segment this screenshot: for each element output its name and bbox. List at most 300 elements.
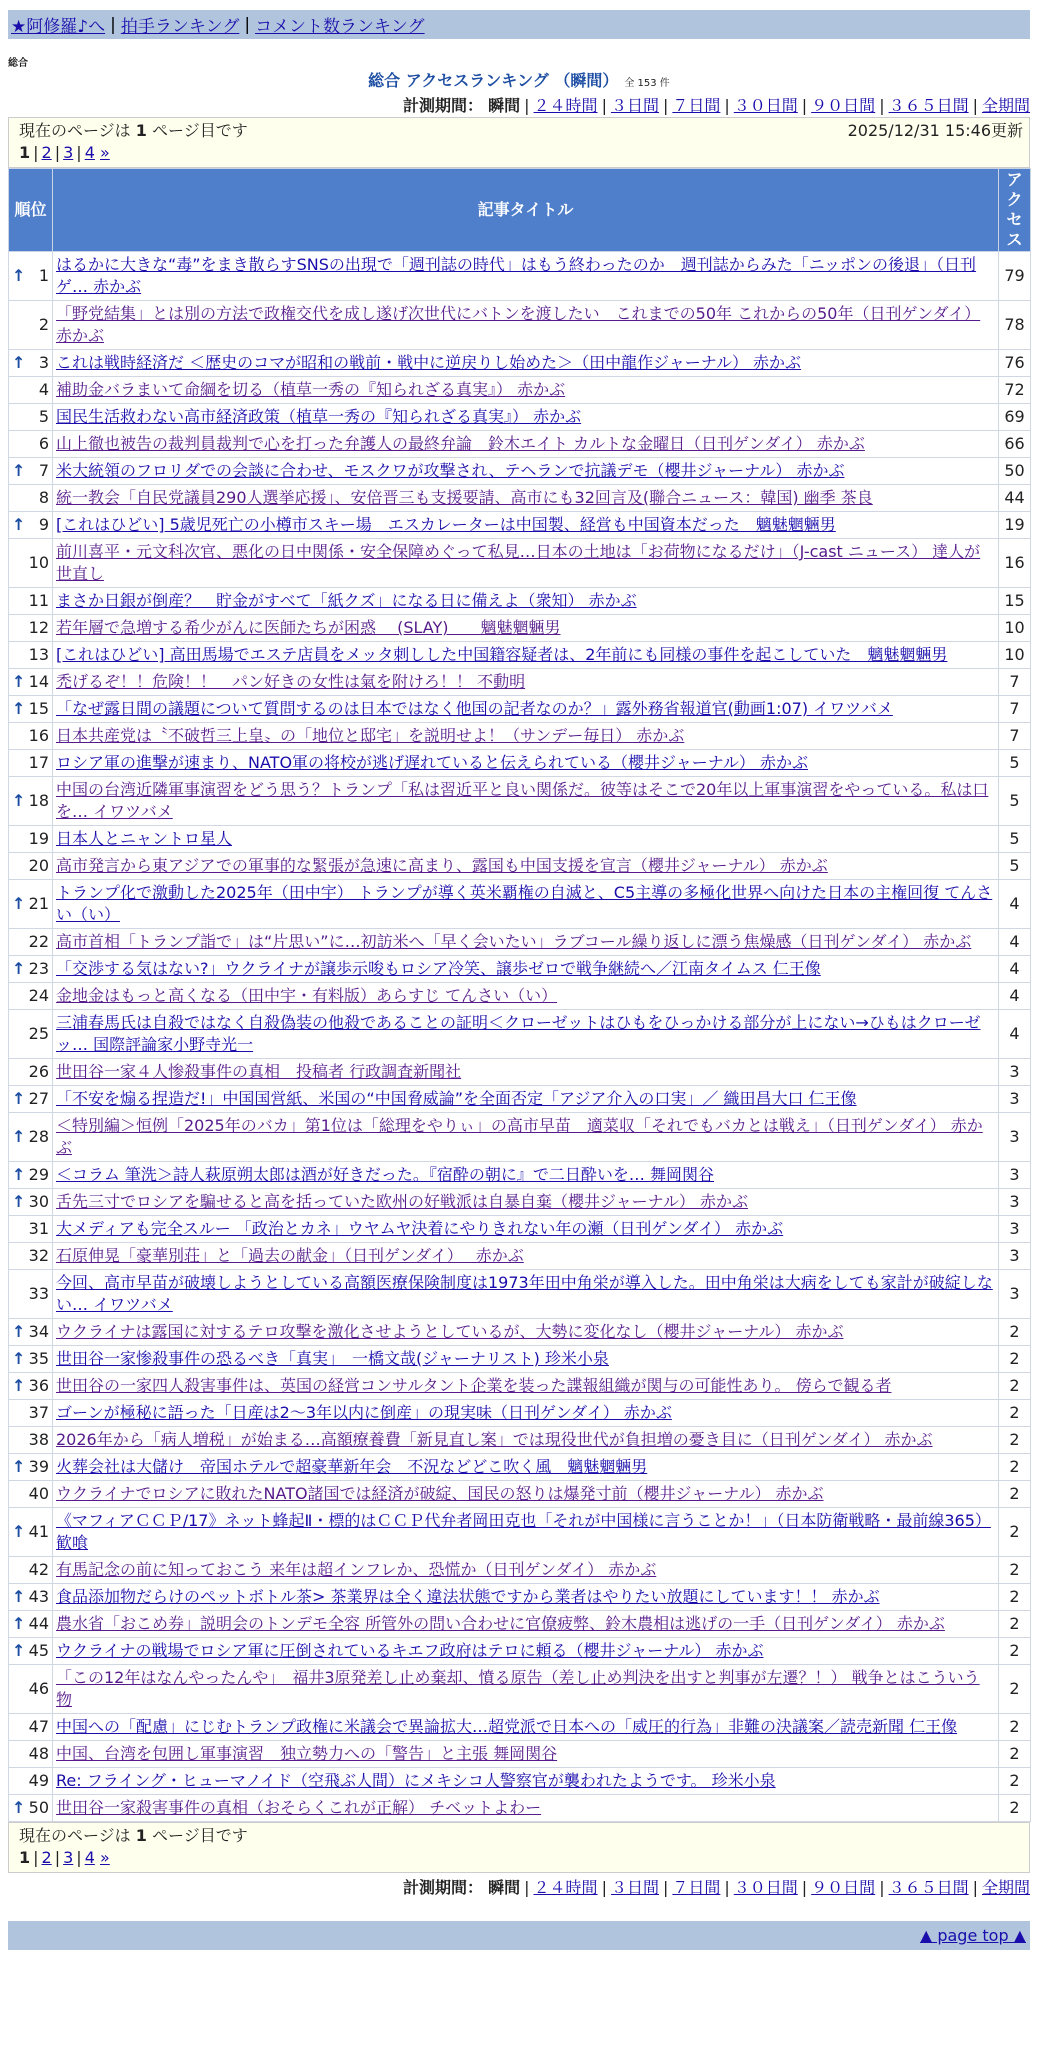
page-current: 1 — [19, 143, 31, 162]
rank-cell — [9, 350, 53, 377]
title-cell — [53, 1714, 999, 1741]
title-cell — [53, 1373, 999, 1400]
rank-up-arrow-icon: ↑ — [12, 1522, 26, 1541]
access-count: 5 — [999, 750, 1031, 777]
title-cell — [53, 1427, 999, 1454]
table-row — [9, 1319, 1031, 1346]
rank-cell — [9, 404, 53, 431]
rank-number: 1 — [38, 266, 49, 285]
access-count: 66 — [999, 431, 1031, 458]
article-title-link[interactable]: 《マフィアＣＣＰ/17》ネット蜂起Ⅱ・標的はＣＣＰ代弁者岡田克也「それが中国様に言うことか！」（日本防衛戦略・最前線365） 歓喰 — [56, 1511, 991, 1552]
page-separator: | — [54, 1848, 61, 1867]
article-title-link[interactable]: これは戦時経済だ ＜歴史のコマが昭和の戦前・戦中に逆戻りし始めた＞（田中龍作ジャーナル） 赤かぶ — [56, 353, 802, 372]
title-cell — [53, 431, 999, 458]
title-cell — [53, 1557, 999, 1584]
article-title-link[interactable]: まさか日銀が倒産？ 貯金がすべて「紙クズ」になる日に備えよ（衆知） 赤かぶ — [56, 591, 637, 610]
title-cell — [53, 956, 999, 983]
access-count: 2 — [999, 1714, 1031, 1741]
title-cell — [53, 512, 999, 539]
nav-link-clap-ranking[interactable]: 拍手ランキング — [120, 17, 240, 37]
page-link[interactable]: 4 — [84, 1848, 95, 1867]
period-separator: | — [524, 96, 530, 115]
rank-cell — [9, 1113, 53, 1162]
page-link[interactable]: 4 — [84, 143, 95, 162]
article-title-link[interactable]: 高市発言から東アジアでの軍事的な緊張が急速に高まり、露国も中国支援を宣言（櫻井ジャーナル） 赤かぶ — [56, 856, 828, 875]
article-title-link[interactable]: ウクライナは露国に対するテロ攻撃を激化させようとしているが、大勢に変化なし（櫻井ジャーナル） 赤かぶ — [56, 1322, 844, 1341]
article-title-link[interactable]: ロシア軍の進撃が速まり、NATO軍の将校が逃げ遅れていると伝えられている（櫻井ジャーナル） 赤かぶ — [56, 753, 809, 772]
title-cell — [53, 826, 999, 853]
table-row — [9, 1113, 1031, 1162]
rank-number: 14 — [28, 672, 49, 691]
total-count: 全 153 件 — [624, 78, 670, 89]
title-cell — [53, 1508, 999, 1557]
article-title-link[interactable]: 三浦春馬氏は自殺ではなく自殺偽装の他殺であることの証明＜クローゼットはひもをひっかける部分が上にない→ひもはクローゼッ… 国際評論家小野寺光一 — [56, 1013, 981, 1054]
article-title-link[interactable]: 「野党結集」とは別の方法で政権交代を成し遂げ次世代にバトンを渡したい これまでの50年 これからの50年（日刊ゲンダイ） 赤かぶ — [56, 304, 981, 345]
title-cell — [53, 1611, 999, 1638]
rank-number: 9 — [38, 515, 49, 534]
rank-number: 42 — [28, 1560, 49, 1579]
title-cell — [53, 1665, 999, 1714]
period-label: 計測期間： — [403, 96, 484, 115]
title-cell — [53, 252, 999, 301]
rank-cell — [9, 1346, 53, 1373]
rank-number: 31 — [28, 1219, 49, 1238]
rank-number: 40 — [28, 1484, 49, 1503]
table-row — [9, 350, 1031, 377]
period-option-link[interactable]: ２４時間 — [533, 1878, 598, 1897]
table-row — [9, 777, 1031, 826]
rank-number: 44 — [28, 1614, 49, 1633]
title-cell — [53, 1454, 999, 1481]
access-count: 69 — [999, 404, 1031, 431]
rank-cell — [9, 1216, 53, 1243]
table-row — [9, 431, 1031, 458]
article-title-link[interactable]: ゴーンが極秘に語った「日産は2～3年以内に倒産」の現実味（日刊ゲンダイ） 赤かぶ — [56, 1403, 672, 1422]
access-count: 3 — [999, 1059, 1031, 1086]
table-row — [9, 458, 1031, 485]
access-count: 7 — [999, 723, 1031, 750]
rank-number: 23 — [28, 959, 49, 978]
rank-up-arrow-icon: ↑ — [12, 959, 26, 978]
article-title-link[interactable]: Re: フライング・ヒューマノイド（空飛ぶ人間）にメキシコ人警察官が襲われたようです。 珍米小泉 — [56, 1771, 776, 1790]
table-row — [9, 1346, 1031, 1373]
table-row — [9, 1741, 1031, 1768]
access-count: 79 — [999, 252, 1031, 301]
article-title-link[interactable]: 「なぜ露日間の議題について質問するのは日本ではなく他国の記者なのか？」露外務省報道官(動画1:07) イワツバメ — [56, 699, 893, 718]
rank-number: 34 — [28, 1322, 49, 1341]
page-separator: | — [76, 1848, 82, 1867]
rank-up-arrow-icon: ↑ — [12, 1127, 26, 1146]
access-count: 10 — [999, 642, 1031, 669]
page — [8, 10, 1030, 1950]
access-count: 4 — [999, 983, 1031, 1010]
title-cell — [53, 1584, 999, 1611]
table-row — [9, 669, 1031, 696]
rank-number: 32 — [28, 1246, 49, 1265]
title-cell — [53, 669, 999, 696]
table-row — [9, 588, 1031, 615]
article-title-link[interactable]: ＜コラム 筆洗＞詩人萩原朔太郎は酒が好きだった。『宿酔の朝に』で二日酔いを… 舞岡関谷 — [56, 1165, 715, 1184]
period-selector — [8, 1877, 1030, 1899]
period-option-link[interactable]: ７日間 — [672, 1878, 721, 1897]
page-separator: | — [76, 143, 82, 162]
page-link[interactable]: 3 — [63, 1848, 74, 1867]
article-title-link[interactable]: 2026年から「病人増税」が始まる…高額療養費「新見直し案」では現役世代が負担増の憂き目に（日刊ゲンダイ） 赤かぶ — [56, 1430, 933, 1449]
period-option-link[interactable]: ３０日間 — [733, 96, 798, 115]
table-row — [9, 723, 1031, 750]
title-cell — [53, 588, 999, 615]
article-title-link[interactable]: 「交渉する気はない?」ウクライナが譲歩示唆もロシア冷笑、譲歩ゼロで戦争継続へ／江南タイムス 仁王像 — [56, 959, 821, 978]
rank-cell — [9, 826, 53, 853]
updated-time: 2025/12/31 15:46更新 — [847, 121, 1023, 140]
access-count: 2 — [999, 1741, 1031, 1768]
access-count: 4 — [999, 929, 1031, 956]
rank-cell — [9, 880, 53, 929]
table-row — [9, 1373, 1031, 1400]
table-row — [9, 1584, 1031, 1611]
table-row — [9, 1454, 1031, 1481]
rank-cell — [9, 1189, 53, 1216]
period-current: 瞬間 — [488, 1878, 521, 1897]
rank-cell — [9, 983, 53, 1010]
article-title-link[interactable]: [これはひどい] 5歳児死亡の小樽市スキー場 エスカレーターは中国製、経営も中国資本だった 魑魅魍魎男 — [56, 515, 836, 534]
access-count: 4 — [999, 956, 1031, 983]
rank-cell — [9, 1611, 53, 1638]
rank-cell — [9, 669, 53, 696]
access-count: 15 — [999, 588, 1031, 615]
rank-cell — [9, 539, 53, 588]
period-separator: | — [879, 1878, 885, 1897]
article-title-link[interactable]: 若年層で急増する希少がんに医師たちが困惑 (SLAY) 魑魅魍魎男 — [56, 618, 561, 637]
table-row — [9, 1768, 1031, 1795]
rank-cell — [9, 723, 53, 750]
rank-number: 48 — [28, 1744, 49, 1763]
rank-number: 17 — [28, 753, 49, 772]
rank-number: 50 — [28, 1798, 49, 1817]
table-header-row — [9, 169, 1031, 252]
rank-number: 36 — [28, 1376, 49, 1395]
article-title-link[interactable]: 前川喜平・元文科次官、悪化の日中関係・安全保障めぐって私見…日本の土地は「お荷物になるだけ」（J-cast ニュース） 達人が世直し — [56, 542, 981, 583]
table-row — [9, 1010, 1031, 1059]
rank-up-arrow-icon: ↑ — [12, 353, 26, 372]
rank-up-arrow-icon: ↑ — [12, 266, 26, 285]
access-count: 78 — [999, 301, 1031, 350]
article-title-link[interactable]: 有馬記念の前に知っておこう 来年は超インフレか、恐慌か（日刊ゲンダイ） 赤かぶ — [56, 1560, 657, 1579]
access-count: 2 — [999, 1584, 1031, 1611]
access-count: 2 — [999, 1795, 1031, 1822]
rank-cell — [9, 1162, 53, 1189]
article-title-link[interactable]: 国民生活救わない高市経済政策（植草一秀の『知られざる真実』） 赤かぶ — [56, 407, 582, 426]
title-cell — [53, 1113, 999, 1162]
article-title-link[interactable]: 世田谷一家４人惨殺事件の真相 投稿者 行政調査新聞社 — [56, 1062, 462, 1081]
title-cell — [53, 1346, 999, 1373]
access-count: 10 — [999, 615, 1031, 642]
access-count: 5 — [999, 826, 1031, 853]
article-title-link[interactable]: 日本人とニャントロ星人 — [56, 829, 233, 848]
rank-cell — [9, 1795, 53, 1822]
access-count: 2 — [999, 1768, 1031, 1795]
header-rank: 順位 — [9, 169, 53, 252]
article-title-link[interactable]: 大メディアも完全スルー 「政治とカネ」ウヤムヤ決着にやりきれない年の瀬（日刊ゲンダイ） 赤かぶ — [56, 1219, 784, 1238]
period-separator: | — [524, 1878, 530, 1897]
rank-number: 28 — [28, 1127, 49, 1146]
article-title-link[interactable]: 世田谷の一家四人殺害事件は、英国の経営コンサルタント企業を装った諜報組織が関与の可能性あり。 傍らで観る者 — [56, 1376, 892, 1395]
table-row — [9, 1162, 1031, 1189]
access-count: 2 — [999, 1481, 1031, 1508]
access-count: 3 — [999, 1086, 1031, 1113]
title-cell — [53, 880, 999, 929]
rank-cell — [9, 1508, 53, 1557]
title-cell — [53, 1216, 999, 1243]
rank-cell — [9, 377, 53, 404]
page-link[interactable]: 2 — [41, 143, 52, 162]
title-cell — [53, 983, 999, 1010]
table-row — [9, 983, 1031, 1010]
period-option-link[interactable]: 全期間 — [981, 1878, 1030, 1897]
table-row — [9, 539, 1031, 588]
rank-up-arrow-icon: ↑ — [12, 1089, 26, 1108]
access-count: 16 — [999, 539, 1031, 588]
article-title-link[interactable]: 「不安を煽る捏造だ!」中国国営紙、米国の“中国脅威論”を全面否定「アジア介入の口実」／ 織田昌大口 仁王像 — [56, 1089, 857, 1108]
period-option-link[interactable]: ３６５日間 — [888, 1878, 969, 1897]
table-row — [9, 1714, 1031, 1741]
table-row — [9, 642, 1031, 669]
table-row — [9, 485, 1031, 512]
rank-number: 11 — [28, 591, 49, 610]
rank-number: 19 — [28, 829, 49, 848]
rank-up-arrow-icon: ↑ — [12, 791, 26, 810]
rank-cell — [9, 1373, 53, 1400]
rank-number: 10 — [28, 553, 49, 572]
top-nav — [8, 10, 1030, 39]
period-option-link[interactable]: ２４時間 — [533, 96, 598, 115]
access-count: 3 — [999, 1189, 1031, 1216]
title-cell — [53, 350, 999, 377]
rank-number: 22 — [28, 932, 49, 951]
period-separator: | — [724, 96, 730, 115]
article-title-link[interactable]: 金地金はもっと高くなる（田中宇・有料版）あらすじ てんさい（い） — [56, 986, 558, 1005]
rank-cell — [9, 696, 53, 723]
title-cell — [53, 696, 999, 723]
period-separator: | — [724, 1878, 730, 1897]
table-row — [9, 1216, 1031, 1243]
page-next-link[interactable]: » — [99, 1848, 110, 1867]
rank-cell — [9, 1584, 53, 1611]
table-row — [9, 956, 1031, 983]
rank-number: 6 — [38, 434, 49, 453]
period-separator: | — [662, 96, 669, 115]
title-cell — [53, 404, 999, 431]
rank-cell — [9, 1557, 53, 1584]
rank-number: 21 — [28, 894, 49, 913]
title-cell — [53, 1741, 999, 1768]
article-title-link[interactable]: 中国への「配慮」にじむトランプ政権に米議会で異論拡大…超党派で日本への「威圧的行為」非難の決議案／読売新聞 仁王像 — [56, 1717, 958, 1736]
title-cell — [53, 485, 999, 512]
table-row — [9, 1508, 1031, 1557]
period-option-link[interactable]: ３６５日間 — [888, 96, 969, 115]
rank-up-arrow-icon: ↑ — [12, 1192, 26, 1211]
table-row — [9, 1059, 1031, 1086]
rank-up-arrow-icon: ↑ — [12, 894, 26, 913]
title-cell — [53, 1189, 999, 1216]
title-cell — [53, 777, 999, 826]
title-cell — [53, 1243, 999, 1270]
page-next-link[interactable]: » — [99, 143, 110, 162]
rank-number: 49 — [28, 1771, 49, 1790]
article-title-link[interactable]: 舌先三寸でロシアを騙せると高を括っていた欧州の好戦派は自暴自棄（櫻井ジャーナル） 赤かぶ — [56, 1192, 748, 1211]
article-title-link[interactable]: 中国の台湾近隣軍事演習をどう思う？トランプ「私は習近平と良い関係だ。彼等はそこで20年以上軍事演習をやっている。私は口を… イワツバメ — [56, 780, 989, 821]
article-title-link[interactable]: 火葬会社は大儲け 帝国ホテルで超豪華新年会 不況などどこ吹く風 魑魅魍魎男 — [56, 1457, 648, 1476]
access-count: 72 — [999, 377, 1031, 404]
period-separator: | — [972, 96, 978, 115]
rank-cell — [9, 1010, 53, 1059]
title-cell — [53, 750, 999, 777]
period-label: 計測期間： — [403, 1878, 484, 1897]
article-title-link[interactable]: 高市首相「トランプ詣で」は“片思い”に…初訪米へ「早く会いたい」ラブコール繰り返しに漂う焦燥感（日刊ゲンダイ） 赤かぶ — [56, 932, 972, 951]
rank-number: 30 — [28, 1192, 49, 1211]
title-cell — [53, 723, 999, 750]
rank-number: 25 — [28, 1024, 49, 1043]
rank-number: 18 — [28, 791, 49, 810]
rank-number: 20 — [28, 856, 49, 875]
rank-number: 43 — [28, 1587, 49, 1606]
access-count: 5 — [999, 777, 1031, 826]
rank-cell — [9, 1454, 53, 1481]
table-row — [9, 1427, 1031, 1454]
nav-link-home[interactable]: ★阿修羅♪へ — [11, 17, 106, 37]
page-separator: | — [33, 143, 39, 162]
article-title-link[interactable]: 禿げるぞ！！危険！！ パン好きの女性は氣を附けろ！！ 不動明 — [56, 672, 526, 691]
table-row — [9, 1400, 1031, 1427]
period-current: 瞬間 — [488, 96, 521, 115]
period-separator: | — [601, 1878, 607, 1897]
title-cell — [53, 1400, 999, 1427]
table-row — [9, 1086, 1031, 1113]
article-title-link[interactable]: 石原伸晃「豪華別荘」と「過去の献金」（日刊ゲンダイ） 赤かぶ — [56, 1246, 524, 1265]
period-option-link[interactable]: ３日間 — [610, 1878, 659, 1897]
pager-panel-bottom — [8, 1822, 1030, 1873]
rank-cell — [9, 1665, 53, 1714]
rank-number: 12 — [28, 618, 49, 637]
rank-number: 45 — [28, 1641, 49, 1660]
article-title-link[interactable]: 世田谷一家惨殺事件の恐るべき「真実」 一橋文哉(ジャーナリスト) 珍米小泉 — [56, 1349, 609, 1368]
article-title-link[interactable]: ウクライナでロシアに敗れたNATO諸国では経済が破綻、国民の怒りは爆発寸前（櫻井ジャーナル） 赤かぶ — [56, 1484, 824, 1503]
rank-cell — [9, 512, 53, 539]
article-title-link[interactable]: 山上徹也被告の裁判員裁判で心を打った弁護人の最終弁論 鈴木エイト カルトな金曜日（日刊ゲンダイ） 赤かぶ — [56, 434, 865, 453]
access-count: 3 — [999, 1216, 1031, 1243]
access-count: 44 — [999, 485, 1031, 512]
page-link[interactable]: 2 — [41, 1848, 52, 1867]
rank-number: 13 — [28, 645, 49, 664]
table-row — [9, 853, 1031, 880]
article-title-link[interactable]: 米大統領のフロリダでの会談に合わせ、モスクワが攻撃され、テヘランで抗議デモ（櫻井ジャーナル） 赤かぶ — [56, 461, 845, 480]
article-title-link[interactable]: 農水省「おこめ券」説明会のトンデモ全容 所管外の問い合わせに官僚疲弊、鈴木農相は逃げの一手（日刊ゲンダイ） 赤かぶ — [56, 1614, 945, 1633]
page-top-link[interactable]: ▲ page top ▲ — [919, 1926, 1026, 1945]
access-count: 2 — [999, 1665, 1031, 1714]
title-cell — [53, 1319, 999, 1346]
period-separator: | — [662, 1878, 669, 1897]
title-cell — [53, 1010, 999, 1059]
table-row — [9, 1243, 1031, 1270]
header-access: アクセス — [999, 169, 1031, 252]
article-title-link[interactable]: はるかに大きな“毒”をまき散らすSNSの出現で「週刊誌の時代」はもう終わったのか 週刊誌からみた「ニッポンの後退」（日刊ゲ… 赤かぶ — [56, 255, 977, 296]
rank-number: 37 — [28, 1403, 49, 1422]
period-option-link[interactable]: ９０日間 — [811, 96, 876, 115]
page-link[interactable]: 3 — [63, 143, 74, 162]
table-row — [9, 1189, 1031, 1216]
page-separator: | — [54, 143, 61, 162]
table-row — [9, 377, 1031, 404]
period-option-link[interactable]: ９０日間 — [811, 1878, 876, 1897]
rank-number: 2 — [38, 315, 49, 334]
rank-number: 24 — [28, 986, 49, 1005]
pager-panel-top — [8, 117, 1030, 168]
article-title-link[interactable]: [これはひどい] 高田馬場でエステ店員をメッタ刺しした中国籍容疑者は、2年前にも同様の事件を起こしていた 魑魅魍魎男 — [56, 645, 948, 664]
article-title-link[interactable]: 食品添加物だらけのペットボトル茶> 茶業界は全く違法状態ですから業者はやりたい放題にしています！！ 赤かぶ — [56, 1587, 880, 1606]
table-row — [9, 301, 1031, 350]
period-option-link[interactable]: ３日間 — [610, 96, 659, 115]
rank-cell — [9, 1400, 53, 1427]
title-cell — [53, 929, 999, 956]
rank-up-arrow-icon: ↑ — [12, 1457, 26, 1476]
rank-up-arrow-icon: ↑ — [12, 1376, 26, 1395]
article-title-link[interactable]: トランプ化で激動した2025年（田中宇） トランプが導く英米覇権の自滅と、C5主導の多極化世界へ向けた日本の主権回復 てんさい（い） — [56, 883, 993, 924]
rank-number: 26 — [28, 1062, 49, 1081]
page-title — [8, 68, 1030, 91]
rank-cell — [9, 1714, 53, 1741]
title-cell — [53, 1768, 999, 1795]
period-option-link[interactable]: 全期間 — [981, 96, 1030, 115]
article-title-link[interactable]: 今回、高市早苗が破壊しようとしている高額医療保険制度は1973年田中角栄が導入した。田中角栄は大病をしても家計が破綻しない… イワツバメ — [56, 1273, 993, 1314]
access-count: 3 — [999, 1113, 1031, 1162]
title-cell — [53, 1086, 999, 1113]
title-cell — [53, 301, 999, 350]
period-option-link[interactable]: ３０日間 — [733, 1878, 798, 1897]
rank-cell — [9, 777, 53, 826]
article-title-link[interactable]: 「この12年はなんやったんや」 福井3原発差し止め棄却、憤る原告（差し止め判決を出すと判事が左遷？！） 戦争とはこういう物 — [56, 1668, 980, 1709]
page-links — [19, 142, 1023, 164]
rank-number: 33 — [28, 1284, 49, 1303]
rank-cell — [9, 1059, 53, 1086]
rank-cell — [9, 642, 53, 669]
nav-link-comment-ranking[interactable]: コメント数ランキング — [255, 17, 425, 37]
table-row — [9, 1611, 1031, 1638]
rank-cell — [9, 1427, 53, 1454]
rank-cell — [9, 458, 53, 485]
rank-number: 7 — [38, 461, 49, 480]
table-row — [9, 880, 1031, 929]
article-title-link[interactable]: 中国、台湾を包囲し軍事演習 独立勢力への「警告」と主張 舞岡関谷 — [56, 1744, 558, 1763]
period-option-link[interactable]: ７日間 — [672, 96, 721, 115]
article-title-link[interactable]: 補助金バラまいて命綱を切る（植草一秀の『知られざる真実』） 赤かぶ — [56, 380, 566, 399]
article-title-link[interactable]: 世田谷一家殺害事件の真相（おそらくこれが正解） チベットよわー — [56, 1798, 542, 1817]
rank-cell — [9, 1086, 53, 1113]
table-row — [9, 1270, 1031, 1319]
article-title-link[interactable]: ＜特別編＞恒例「2025年のバカ」第1位は「総理をやりぃ」の高市早苗 適菜収「それでもバカとは戦え」（日刊ゲンダイ） 赤かぶ — [56, 1116, 983, 1157]
access-count: 2 — [999, 1346, 1031, 1373]
table-row — [9, 404, 1031, 431]
rank-cell — [9, 615, 53, 642]
current-page-text: 現在のページは 1 ページ目です — [19, 1826, 248, 1845]
article-title-link[interactable]: 統一教会「自民党議員290人選挙応援」、安倍晋三も支援要請、高市にも32回言及(聯合ニュース：韓国) 幽季 茶良 — [56, 488, 873, 507]
article-title-link[interactable]: 日本共産党は〝不破哲三上皇〟の「地位と邸宅」を説明せよ！（サンデー毎日） 赤かぶ — [56, 726, 685, 745]
access-count: 3 — [999, 1270, 1031, 1319]
access-count: 76 — [999, 350, 1031, 377]
article-title-link[interactable]: ウクライナの戦場でロシア軍に圧倒されているキエフ政府はテロに頼る（櫻井ジャーナル） 赤かぶ — [56, 1641, 764, 1660]
title-cell — [53, 539, 999, 588]
rank-number: 27 — [28, 1089, 49, 1108]
rank-cell — [9, 853, 53, 880]
